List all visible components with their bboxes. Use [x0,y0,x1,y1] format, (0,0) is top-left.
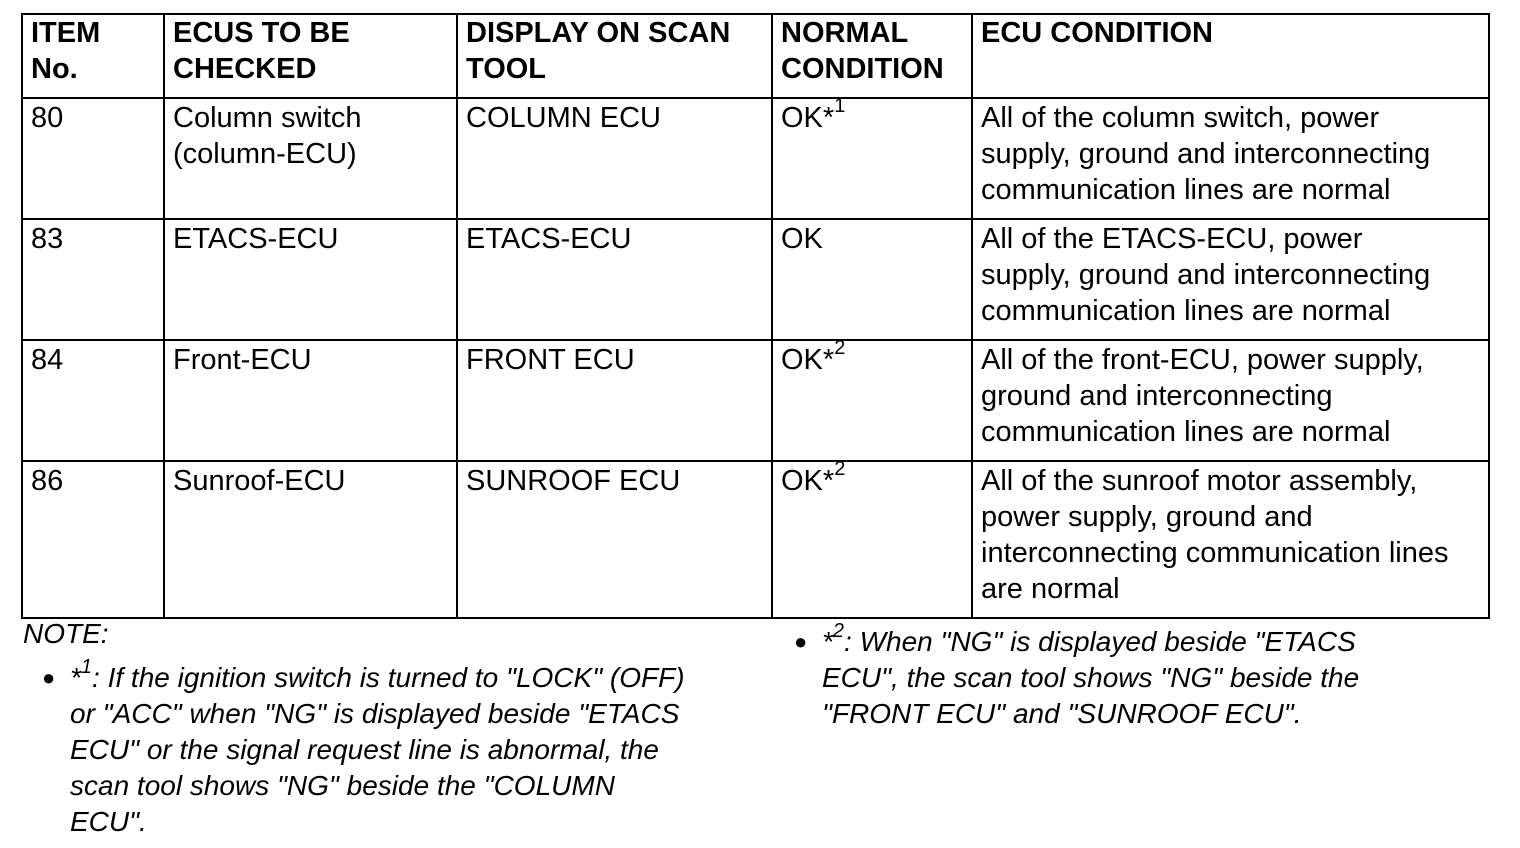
header-item-line1: ITEM [31,17,101,49]
condition-line: supply, ground and interconnecting [981,259,1431,291]
footnote-ref: 2 [834,458,846,481]
cell-ecu: ETACS-ECU [164,219,457,340]
table-row [22,461,1489,618]
note-label: NOTE: [23,618,109,649]
footnote-number: 1 [80,655,93,678]
condition-line: communication lines are normal [981,416,1391,448]
condition-line: All of the column switch, power [981,102,1380,134]
condition-line: communication lines are normal [981,174,1391,206]
note-line [70,655,760,696]
header-normal-line2: CONDITION [781,53,944,85]
header-condition: ECU CONDITION [981,17,1213,49]
condition-line: All of the sunroof motor assembly, [981,465,1418,497]
footnote-ref: 2 [834,337,846,360]
condition-line: power supply, ground and [981,501,1313,533]
note-line [822,619,1462,660]
cell-normal [772,458,972,618]
header-item-line2: No. [31,53,78,85]
cell-display: COLUMN ECU [457,98,772,219]
table-row [22,340,1489,461]
bullet-icon: ● [794,629,808,654]
cell-item: 86 [22,461,164,618]
condition-line: communication lines are normal [981,295,1391,327]
cell-ecu-line1: Column switch [173,102,362,134]
bullet-icon: ● [42,665,56,690]
note-text: : If the ignition switch is turned to "LOCK" (OFF) [92,662,685,693]
condition-line: ground and interconnecting [981,380,1333,412]
header-normal-line1: NORMAL [781,17,909,49]
note-line: ECU", the scan tool shows "NG" beside the [822,662,1360,693]
cell-ecu: Front-ECU [164,340,457,461]
footnote-number: 2 [832,619,845,642]
header-ecu-condition [972,14,1489,98]
normal-value: OK* [781,102,835,134]
cell-normal [772,95,972,219]
note-line: or "ACC" when "NG" is displayed beside "ETACS [70,698,680,729]
condition-line: All of the ETACS-ECU, power [981,223,1363,255]
cell-normal [772,337,972,461]
cell-item: 80 [22,98,164,219]
normal-value: OK [781,223,823,255]
note-line: scan tool shows "NG" beside the "COLUMN [70,770,615,801]
header-ecus-to-be-checked [164,14,457,98]
note-line: ECU" or the signal request line is abnormal, the [70,734,659,765]
ecu-check-table [21,13,1490,619]
table-row [22,98,1489,219]
cell-ecu [164,98,457,219]
header-display-on-scan-tool [457,14,772,98]
cell-condition [972,98,1489,219]
header-ecus-line2: CHECKED [173,53,317,85]
cell-ecu-line2: (column-ECU) [173,138,357,170]
note-text: : When "NG" is displayed beside "ETACS [844,626,1356,657]
note-line: ECU". [70,806,147,837]
cell-display: FRONT ECU [457,340,772,461]
table-header-row [22,14,1489,98]
header-display-line1: DISPLAY ON SCAN [466,17,731,49]
cell-item: 84 [22,340,164,461]
table-row [22,219,1489,340]
cell-display: ETACS-ECU [457,219,772,340]
header-display-line2: TOOL [466,53,547,85]
footnote-marker: * [822,626,833,657]
normal-value: OK* [781,344,835,376]
header-item-no [22,14,164,98]
cell-display: SUNROOF ECU [457,461,772,618]
condition-line: interconnecting communication lines [981,537,1449,569]
cell-normal [772,219,972,340]
cell-condition [972,219,1489,340]
cell-condition [972,340,1489,461]
condition-line: All of the front-ECU, power supply, [981,344,1424,376]
cell-item: 83 [22,219,164,340]
footnote-ref: 1 [834,95,846,118]
note-footnote-2 [794,619,1462,732]
note-footnote-1 [42,655,760,840]
footnote-marker: * [70,662,81,693]
condition-line: are normal [981,573,1120,605]
condition-line: supply, ground and interconnecting [981,138,1431,170]
cell-ecu: Sunroof-ECU [164,461,457,618]
cell-condition [972,461,1489,618]
note-line: "FRONT ECU" and "SUNROOF ECU". [822,698,1302,729]
header-normal-condition [772,14,972,98]
normal-value: OK* [781,465,835,497]
header-ecus-line1: ECUS TO BE [173,17,350,49]
